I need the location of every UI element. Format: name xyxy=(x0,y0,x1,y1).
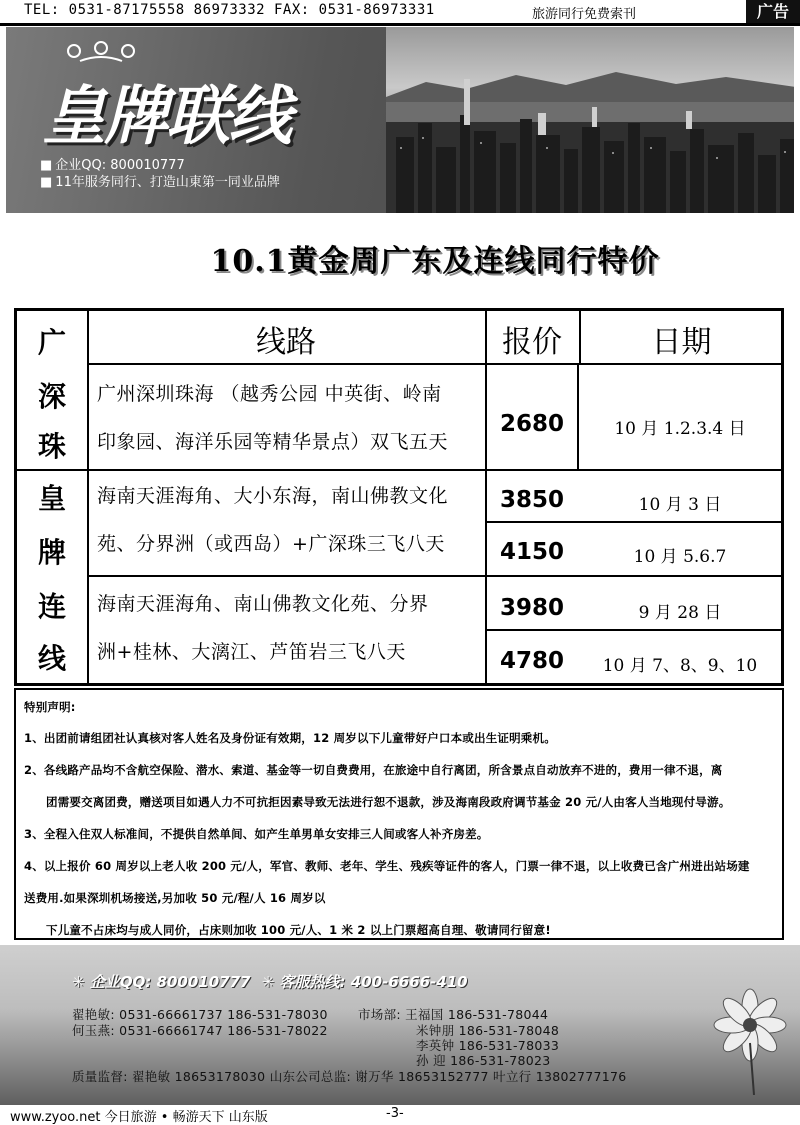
note-line: 下儿童不占床均与成人同价，占床则加收 100 元/人、1 米 2 以上门票超高自理、敬请同行留意! xyxy=(46,923,551,937)
date-value: 10 月 3 日 xyxy=(638,495,722,515)
page-number: -3- xyxy=(386,1106,404,1121)
note-line: 团需要交离团费，赠送项目如遇人力不可抗拒因素导致无法进行恕不退款，涉及海南段政府调节基金 20 元/人由客人当地现付导游。 xyxy=(46,795,731,809)
note-line: 送费用.如果深圳机场接送,另加收 50 元/程/人 16 周岁以 xyxy=(24,891,326,905)
row-divider xyxy=(17,469,784,471)
website-footer: www.zyoo.net 今日旅游 • 畅游天下 山东版 xyxy=(10,1110,268,1125)
asterisk-icon: ✳ xyxy=(72,973,85,991)
footer-hotline xyxy=(72,971,468,992)
qq-label: 企业QQ: xyxy=(89,973,152,991)
contact-person: 市场部: 王福国 186-531-78044 xyxy=(358,1007,549,1022)
asterisk-icon: ✳ xyxy=(261,973,275,991)
contact-person: 何玉燕: 0531-66661747 186-531-78022 xyxy=(72,1023,328,1038)
region-char: 珠 xyxy=(37,430,66,463)
region-char: 连 xyxy=(37,590,66,623)
row-divider xyxy=(485,629,784,631)
row-divider xyxy=(87,363,784,365)
notes-title: 特别声明: xyxy=(24,700,76,714)
route-line: 洲+桂林、大漓江、芦笛岩三飞八天 xyxy=(97,641,406,663)
region-char: 皇 xyxy=(37,482,66,515)
header-price: 报价 xyxy=(502,325,562,360)
qq-number: 800010777 xyxy=(156,973,251,991)
footer-contacts xyxy=(0,945,800,1105)
flower-icon xyxy=(710,985,790,1095)
contact-person: 米钟朋 186-531-78048 xyxy=(416,1023,560,1038)
note-line: 1、出团前请组团社认真核对客人姓名及身份证有效期，12 周岁以下儿童带好户口本或出生证明乘机。 xyxy=(24,731,556,745)
brand-logo: 皇牌联线 xyxy=(42,80,290,154)
date-value: 10 月 5.6.7 xyxy=(633,547,727,567)
company-qq: ■ 企业QQ: 800010777 xyxy=(40,157,280,174)
col-divider xyxy=(87,311,89,683)
hotline-label: 客服热线: xyxy=(279,973,346,991)
route-line: 广州深圳珠海 （越秀公园 中英街、岭南 xyxy=(97,383,442,405)
city-skyline-image xyxy=(386,27,794,213)
route-line: 印象园、海洋乐园等精华景点）双飞五天 xyxy=(97,431,449,453)
note-line: 4、以上报价 60 周岁以上老人收 200 元/人，军官、教师、老年、学生、残疾等证件的客人，门票一律不退，以上收费已含广州进出站场建 xyxy=(24,859,750,873)
contact-person: 翟艳敏: 0531-66661737 186-531-78030 xyxy=(72,1007,328,1022)
route-text xyxy=(97,591,485,665)
contact-info: TEL: 0531-87175558 86973332 FAX: 0531-86973331 xyxy=(24,2,435,18)
region-char: 广 xyxy=(37,326,66,359)
route-text xyxy=(97,483,485,557)
bottom-bar xyxy=(0,1105,800,1124)
ad-tag: 广告 xyxy=(746,0,800,24)
price-value: 2680 xyxy=(499,411,564,437)
note-line: 3、全程入住双人标准间，不提供自然单间、如产生单男单女安排三人间或客人补齐房差。 xyxy=(24,827,489,841)
publication-tagline: 旅游同行免费索刊 xyxy=(532,7,637,22)
route-line: 苑、分界洲（或西岛）+广深珠三飞八天 xyxy=(97,533,445,555)
row-divider xyxy=(485,521,784,523)
date-value: 9 月 28 日 xyxy=(638,603,722,623)
route-line: 海南天涯海角、南山佛教文化苑、分界 xyxy=(97,593,429,615)
price-value: 4780 xyxy=(499,648,564,674)
date-value: 10 月 1.2.3.4 日 xyxy=(614,419,746,439)
header-route: 线路 xyxy=(256,325,316,360)
headline: 10.1黄金周广东及连线同行特价 xyxy=(210,244,660,279)
region-char: 线 xyxy=(37,642,66,675)
price-table xyxy=(14,308,784,686)
price-value: 3980 xyxy=(499,595,564,621)
region-char: 深 xyxy=(37,380,66,413)
price-value: 4150 xyxy=(499,539,564,565)
banner-info xyxy=(40,157,280,191)
route-text xyxy=(97,381,485,455)
top-rule xyxy=(0,23,800,26)
header-banner xyxy=(6,27,794,213)
supervision-line: 质量监督: 翟艳敏 18653178030 山东公司总监: 谢万华 18653152777 叶立行 13802777176 xyxy=(72,1069,627,1084)
price-value: 3850 xyxy=(499,487,564,513)
route-line: 海南天涯海角、大小东海，南山佛教文化 xyxy=(97,485,449,507)
crown-icon xyxy=(66,41,136,67)
top-bar xyxy=(0,0,800,24)
special-notes xyxy=(14,688,784,940)
contact-person: 李英钟 186-531-78033 xyxy=(416,1038,560,1053)
region-char: 牌 xyxy=(37,536,66,569)
header-date: 日期 xyxy=(651,325,712,360)
company-slogan: ■ 11年服务同行、打造山東第一同业品牌 xyxy=(40,174,280,191)
date-value: 10 月 7、8、9、10 xyxy=(602,656,758,676)
contact-person: 孙 迎 186-531-78023 xyxy=(416,1053,551,1068)
hotline-number: 400-6666-410 xyxy=(350,973,468,991)
note-line: 2、各线路产品均不含航空保险、潜水、索道、基金等一切自费费用，在旅途中自行离团，所含景点自动放弃不进的，费用一律不退，离 xyxy=(24,763,723,777)
row-divider xyxy=(87,575,784,577)
